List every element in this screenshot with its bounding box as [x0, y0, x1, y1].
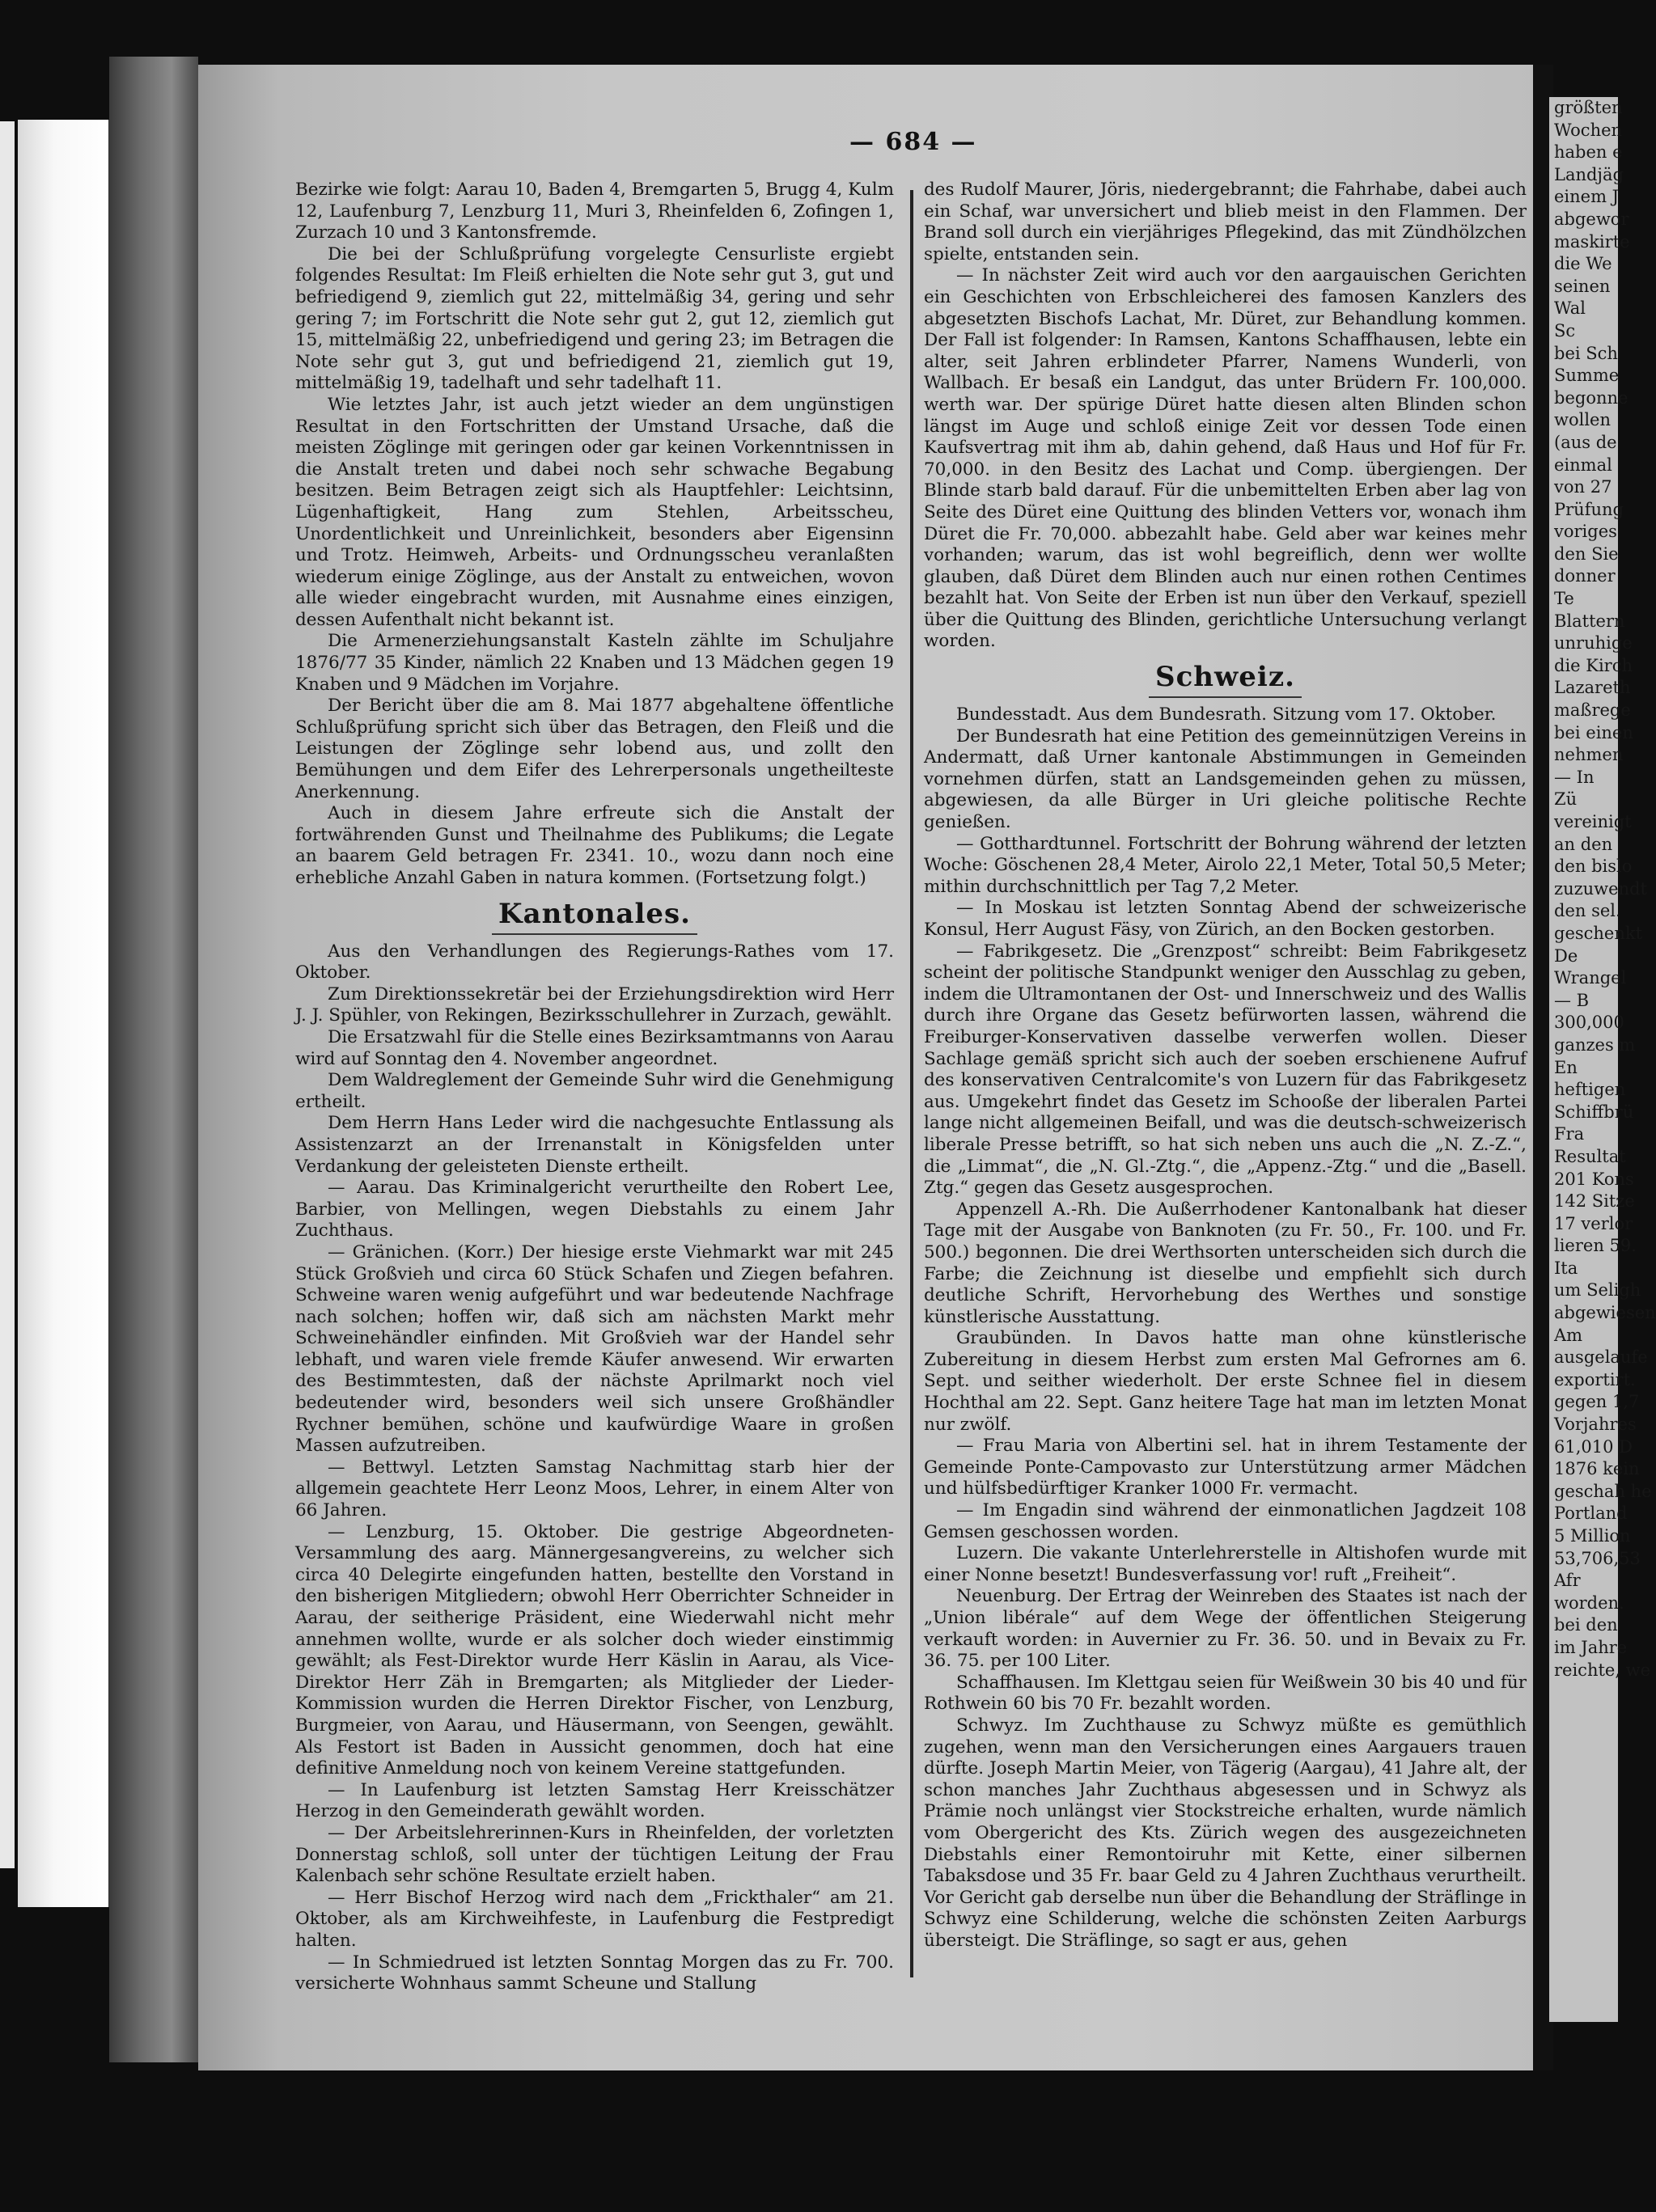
next-page-fragment: 142 Sitze [1554, 1191, 1635, 1212]
article-paragraph: Neuenburg. Der Ertrag der Weinreben des Staates ist nach der „Union libérale“ auf dem Wege der öffentlichen Steigerung verkauft worden: in Auvernier zu Fr. 36. 50. und in Bevaix zu Fr. 36. 75. per 100 Liter. [924, 1586, 1527, 1672]
next-page-fragment: Resultat [1554, 1146, 1626, 1166]
article-paragraph: — In Laufenburg ist letzten Samstag Herr Kreisschätzer Herzog in den Gemeinderath gewählt worden. [295, 1779, 894, 1822]
article-paragraph: — Frau Maria von Albertini sel. hat in ihrem Testamente der Gemeinde Ponte-Campovasto zur Unterstützung armer Mädchen und hülfsbedürftiger Kranker 1000 Fr. vermacht. [924, 1436, 1527, 1499]
article-paragraph: Graubünden. In Davos hatte man ohne künstlerische Zubereitung in diesem Herbst zum ersten Mal Gefrornes am 6. Sept. und seither wiederholt. Der erste Schnee fiel in diesem Hochthal am 22. Sept. Ganz heitere Tage hat man im letzten Monat nur zwölf. [924, 1328, 1527, 1435]
next-page-fragment: ausgelaufe [1554, 1347, 1648, 1368]
article-paragraph: — Gotthardtunnel. Fortschritt der Bohrung während der letzten Woche: Göschenen 28,4 Meter, Airolo 22,1 Meter, Total 50,5 Meter; mithin durchschnittlich per Tag 7,2 Meter. [924, 833, 1527, 897]
article-paragraph: — Aarau. Das Kriminalgericht verurtheilte den Robert Lee, Barbier, von Mellingen, wegen Diebstahls zu einem Jahr Zuchthaus. [295, 1178, 894, 1241]
next-page-fragment: donner [1554, 566, 1616, 586]
next-page-fragment: geschenkt [1554, 923, 1643, 943]
section-heading-schweiz [924, 661, 1527, 693]
next-page-fragment: reichte, we [1554, 1660, 1651, 1680]
next-page-fragment: lieren 59. [1554, 1236, 1637, 1256]
next-page-fragment: worden. [1554, 1592, 1624, 1613]
next-page-fragment: maskirte [1554, 231, 1630, 252]
article-paragraph: — Lenzburg, 15. Oktober. Die gestrige Abgeordneten-Versammlung des aarg. Männergesangvereins, zu welcher sich circa 40 Delegirte eingefunden hatten, bestellte den Vorstand in den bisherigen Mitgliedern; obwohl Herr Oberrichter Schneider in Aarau, der seitherige Präsident, eine Wiederwahl nicht mehr annehmen wollte, wurde er als solcher doch wieder einstimmig gewählt; als Fest-Direktor wurde Herr Käslin in Aarau, als Vice-Direktor Herr Zäh in Bremgarten; als Mitglieder der Lieder-Kommission wurden die Herren Direktor Fischer, von Lenzburg, Burgmeier, von Aarau, und Häusermann, von Seengen, gewählt. Als Festort ist Baden in Aussicht genommen, doch hat eine definitive Anmeldung noch von keinem Vereine stattgefunden. [295, 1521, 894, 1779]
article-paragraph: Dem Herrn Hans Leder wird die nachgesuchte Entlassung als Assistenzarzt an der Irrenanstalt in Königsfelden unter Verdankung der geleisteten Dienste ertheilt. [295, 1113, 894, 1177]
next-page-fragment: seinen [1554, 276, 1611, 296]
next-page-fragment: En [1554, 1057, 1578, 1077]
next-page-fragment: gegen 1,7 [1554, 1392, 1640, 1412]
section-heading-text: Schweiz. [1149, 661, 1302, 698]
article-paragraph: Bezirke wie folgt: Aarau 10, Baden 4, Bremgarten 5, Brugg 4, Kulm 12, Laufenburg 7, Lenzburg 11, Muri 3, Rheinfelden 6, Zofingen 1, Zurzach 10 und 3 Kantonsfremde. [295, 180, 894, 243]
article-paragraph: — Im Engadin sind während der einmonatlichen Jagdzeit 108 Gemsen geschossen worden. [924, 1500, 1527, 1542]
article-paragraph: — In nächster Zeit wird auch vor den aargauischen Gerichten ein Geschichten von Erbschleicherei des famosen Kanzlers des abgesetzten Bischofs Lachat, Mr. Düret, zur Behandlung kommen. Der Fall ist folgender: In Ramsen, Kantons Schaffhausen, lebte ein alter, seit Jahren erblindeter Pfarrer, Namens Wunderli, von Wallbach. Er besaß ein Landgut, das unter Brüdern Fr. 100,000. werth war. Der spürige Düret hatte diesen alten Blinden schon längst im Auge und schloß einige Zeit vor dessen Tode einen Kaufsvertrag mit ihm ab, dahin gehend, daß Haus und Hof für Fr. 70,000. in den Besitz des Lachat und Comp. übergiengen. Der Blinde starb bald darauf. Für die unbemittelten Erben aber lag von Seite des Düret eine Quittung des blinden Vetters vor, wonach ihm Düret die Fr. 70,000. abbezahlt habe. Geld aber war keines mehr vorhanden; warum, das ist wohl begreiflich, denn wer wollte glauben, daß Düret dem Blinden auch nur einen rothen Centimes bezahlt hat. Von Seite der Erben ist nun über den Verkauf, speziell über die Quittung des Blinden, gerichtliche Untersuchung verlangt worden. [924, 265, 1527, 652]
article-paragraph: Die Ersatzwahl für die Stelle eines Bezirksamtmanns von Aarau wird auf Sonntag den 4. November angeordnet. [295, 1026, 894, 1069]
article-paragraph: — Fabrikgesetz. Die „Grenzpost“ schreibt: Beim Fabrikgesetz scheint der politische Standpunkt weniger den Ausschlag zu geben, indem die Ultramontanen der Ost- und Innerschweiz und des Wallis durch ihre Organe das Gesetz befürworten lassen, während die Freiburger-Konservativen dasselbe verwerfen wollen. Dieser Sachlage gemäß spricht sich auch der soeben erschienene Aufruf des konservativen Centralcomite's von Luzern für das Fabrikgesetz aus. Umgekehrt findet das Gesetz im Schooße der liberalen Partei lange nicht allgemeinen Beifall, und was die deutsch-schweizerisch liberale Presse betrifft, so hat sich neben uns auch die „N. Z.-Z.“, die „Limmat“, die „N. Gl.-Ztg.“, die „Appenz.-Ztg.“ und die „Basell. Ztg.“ gegen das Gesetz ausgesprochen. [924, 941, 1527, 1199]
article-paragraph: Die bei der Schlußprüfung vorgelegte Censurliste ergiebt folgendes Resultat: Im Fleiß erhielten die Note sehr gut 3, gut und befriedigend 9, ziemlich gut 22, mittelmäßig 34, gering und sehr gering 7; im Fortschritt die Note sehr gut 2, gut 12, ziemlich gut 15, mittelmäßig 22, unbefriedigend und gering 23; im Betragen die Note sehr gut 3, gut und befriedigend 21, ziemlich gut 19, mittelmäßig 19, tadelhaft und sehr tadelhaft 11. [295, 243, 894, 394]
left-column [295, 180, 894, 1995]
article-paragraph: — Gränichen. (Korr.) Der hiesige erste Viehmarkt war mit 245 Stück Großvieh und circa 60 Stück Schafen und Ziegen befahren. Schweine waren wenig aufgeführt und war bedeutende Nachfrage nach solchen; hoffen wir, daß sich am nächsten Markt mehr Schweinehändler einfinden. Mit Großvieh war der Handel sehr lebhaft, und waren viele fremde Käufer anwesend. Wir erwarten des Bestimmtesten, daß der nächste Aprilmarkt noch viel bedeutender wird, besonders weil sich unsere Großhändler Rychner bemühen, schöne und kaufwürdige Waare in großen Massen aufzutreiben. [295, 1241, 894, 1457]
article-paragraph: Wie letztes Jahr, ist auch jetzt wieder an dem ungünstigen Resultat in den Fortschritten der Umstand Ursache, daß die meisten Zöglinge mit geringen oder gar keinen Vorkenntnissen in die Anstalt treten und dabei noch sehr schwache Begabung besitzen. Beim Betragen zeigt sich als Hauptfehler: Leichtsinn, Lügenhaftigkeit, Hang zum Stehlen, Arbeitsscheu, Unordentlichkeit und Unreinlichkeit, besonders aber Eigensinn und Trotz. Heimweh, Arbeits- und Ordnungsscheu veranlaßten wiederum einige Zöglinge, aus der Anstalt zu entweichen, wovon alle wieder eingebracht wurden, mit Ausnahme eines einzigen, dessen Aufenthalt nicht bekannt ist. [295, 394, 894, 630]
next-page-fragment: 201 Kons [1554, 1169, 1634, 1189]
next-page-fragment: (aus de [1554, 432, 1617, 452]
section-heading-text: Kantonales. [492, 898, 697, 935]
article-paragraph: — In Schmiedrued ist letzten Sonntag Morgen das zu Fr. 700. versicherte Wohnhaus sammt Scheune und Stallung [295, 1952, 894, 1994]
article-paragraph: — Der Arbeitslehrerinnen-Kurs in Rheinfelden, der vorletzten Donnerstag schloß, soll unter der tüchtigen Leitung der Frau Kalenbach sehr schöne Resultate erzielt haben. [295, 1822, 894, 1887]
next-page-fragment: Te [1554, 589, 1574, 609]
next-page-fragment: unruhige [1554, 633, 1633, 653]
next-page-fragment: — B [1554, 990, 1590, 1010]
next-page-fragment: zuzuwendt [1554, 878, 1647, 899]
next-page-fragment: den Sie [1554, 543, 1619, 564]
next-page-fragment: De [1554, 945, 1578, 966]
next-page-fragment: Blattern [1554, 611, 1625, 631]
next-page-fragment: den bislo [1554, 856, 1633, 877]
next-page-fragment: 17 verlor [1554, 1213, 1633, 1233]
next-page-fragment: nehmen [1554, 745, 1624, 765]
next-page-fragment: voriges [1554, 522, 1617, 542]
next-page-fragment: wollen [1554, 410, 1612, 430]
next-page-fragment: ganzes m [1554, 1034, 1636, 1055]
next-page-fragment: Sc [1554, 320, 1576, 340]
next-page-fragment: im Jahre [1554, 1637, 1628, 1657]
article-paragraph: Zum Direktionssekretär bei der Erziehungsdirektion wird Herr J. J. Spühler, von Rekingen, Bezirksschullehrer in Zurzach, gewählt. [295, 983, 894, 1026]
next-page-fragment: bei einen [1554, 722, 1633, 742]
next-page-fragment: Schiffbrü [1554, 1102, 1634, 1122]
next-page-fragment: bei Sch [1554, 343, 1618, 363]
next-page-fragment: Zü [1554, 789, 1578, 810]
next-page-fragment: Wrangel [1554, 968, 1627, 988]
next-page-fragment: Portland [1554, 1504, 1628, 1524]
article-paragraph: Schwyz. Im Zuchthause zu Schwyz müßte es gemüthlich zugehen, wenn man den Versicherungen eines Aargauers trauen dürfte. Joseph Martin Meier, von Tägerig (Aargau), 41 Jahre alt, der schon manches Jahr Zuchthaus abgesessen und in Schwyz als Prämie noch unlängst vier Stockstreiche erhalten, wurde nämlich vom Obergericht des Kts. Zürich wegen des ausgezeichneten Diebstahls einer Remontoiruhr mit Kette, einer silbernen Tabaksdose und 35 Fr. baar Geld zu 4 Jahren Zuchthaus verurtheilt. Vor Gericht gab derselbe nun über die Behandlung der Sträflinge in Schwyz eine Schilderung, welche die schönsten Zeiten Aarburgs übersteigt. Die Sträflinge, so sagt er aus, gehen [924, 1715, 1527, 1951]
next-page-fragment: 53,706,53 [1554, 1548, 1641, 1568]
next-page-fragment: einmal [1554, 455, 1612, 475]
next-page-fragment: Summe [1554, 366, 1620, 386]
article-paragraph: — In Moskau ist letzten Sonntag Abend der schweizerische Konsul, Herr August Fäsy, von Zürich, an den Bocken gestorben. [924, 898, 1527, 940]
article-paragraph: Die Armenerziehungsanstalt Kasteln zählte im Schuljahre 1876/77 35 Kinder, nämlich 22 Knaben und 13 Mädchen gegen 19 Knaben und 9 Mädchen im Vorjahre. [295, 631, 894, 695]
next-page-fragment: Am [1554, 1325, 1583, 1345]
next-page-fragment: Wochen [1554, 120, 1623, 140]
article-paragraph: Auch in diesem Jahre erfreute sich die Anstalt der fortwährenden Gunst und Theilnahme des Publikums; die Legate an baarem Geld betragen Fr. 2341. 10., wozu dann noch eine erhebliche Anzahl Gaben in natura kommen. (Fortsetzung folgt.) [295, 803, 894, 888]
next-page-fragment: geschah he [1554, 1481, 1652, 1501]
next-page-fragment: — In [1554, 767, 1595, 787]
article-paragraph: Appenzell A.-Rh. Die Außerrhodener Kantonalbank hat dieser Tage mit der Ausgabe von Banknoten (zu Fr. 50., Fr. 100. und Fr. 500.) begonnen. Die drei Werthsorten unterscheiden sich durch die Farbe; die Zeichnung ist dieselbe und empfiehlt sich durch deutliche Schrift, Hervorhebung des Werthes und sonstige künstlerische Ausstattung. [924, 1199, 1527, 1327]
next-page-fragment: heftigen [1554, 1080, 1626, 1100]
next-page-fragment: haben e [1554, 142, 1623, 163]
next-page-edge [1549, 97, 1656, 2022]
next-page-fragment: Ita [1554, 1258, 1578, 1278]
right-column [924, 180, 1527, 1952]
next-page-fragment: an den [1554, 834, 1613, 854]
next-page-fragment: abgewiesen [1554, 1303, 1656, 1323]
next-page-fragment: einem J [1554, 187, 1620, 207]
next-page-fragment: bei den [1554, 1615, 1618, 1635]
column-rule [910, 190, 913, 1977]
next-page-fragment: von 27 [1554, 477, 1612, 497]
next-page-fragment: maßrege [1554, 700, 1631, 721]
next-page-fragment: Landjäg [1554, 164, 1624, 184]
article-paragraph: Der Bericht über die am 8. Mai 1877 abgehaltene öffentliche Schlußprüfung spricht sich über das Betragen, den Fleiß und die Leistungen der Zöglinge sehr lobend aus, und zollt den Bemühungen und dem Eifer des Lehrerpersonals ungetheilteste Anerkennung. [295, 696, 894, 802]
page-number: — 684 — [849, 128, 977, 156]
article-paragraph: Luzern. Die vakante Unterlehrerstelle in Altishofen wurde mit einer Nonne besetzt! Bundesverfassung vor! ruft „Freiheit“. [924, 1543, 1527, 1585]
next-page-fragment: größten [1554, 98, 1623, 117]
article-paragraph: Der Bundesrath hat eine Petition des gemeinnützigen Vereins in Andermatt, daß Urner kantonale Abstimmungen in Gemeinden vornehmen dürfen, statt an Landsgemeinden gehen zu müssen, abgewiesen, da alle Bürger in Uri gleiche politische Rechte genießen. [924, 725, 1527, 833]
next-page-fragment: abgewor [1554, 209, 1629, 229]
article-paragraph: Aus den Verhandlungen des Regierungs-Rathes vom 17. Oktober. [295, 941, 894, 983]
next-page-fragment: 5 Million [1554, 1526, 1631, 1546]
paper-slip [18, 120, 110, 1907]
next-page-fragment: Vorjahres [1554, 1415, 1637, 1435]
article-paragraph: des Rudolf Maurer, Jöris, niedergebrannt; die Fahrhabe, dabei auch ein Schaf, war unversichert und blieb meist in den Flammen. Der Brand soll durch ein vierjähriges Pflegekind, das mit Zündhölzchen spielte, entstanden sein. [924, 180, 1527, 264]
next-page-fragment: begonne [1554, 387, 1628, 408]
next-page-fragment: 61,010 D [1554, 1436, 1633, 1457]
next-page-fragment: vereinigt [1554, 812, 1632, 831]
section-heading-kantonales [295, 898, 894, 930]
next-page-fragment: die Kirch [1554, 655, 1633, 675]
next-page-fragment: 1876 kein [1554, 1459, 1640, 1479]
next-page-fragment: Fra [1554, 1124, 1585, 1144]
next-page-fragment: Prüfung [1554, 499, 1624, 519]
next-page-fragment: die We [1554, 254, 1612, 274]
article-paragraph: Schaffhausen. Im Klettgau seien für Weißwein 30 bis 40 und für Rothwein 60 bis 70 Fr. bezahlt worden. [924, 1672, 1527, 1715]
next-page-fragment: 300,000 [1554, 1013, 1624, 1033]
article-paragraph: — Bettwyl. Letzten Samstag Nachmittag starb hier der allgemein geachtete Herr Leonz Moos, Lehrer, in einem Alter von 66 Jahren. [295, 1457, 894, 1521]
next-page-fragment: Lazareth [1554, 678, 1631, 698]
next-page-fragment: exportirt. [1554, 1369, 1636, 1389]
next-page-fragment: den sel. [1554, 901, 1621, 921]
next-page-fragment: um Seligh [1554, 1280, 1641, 1301]
article-paragraph: Bundesstadt. Aus dem Bundesrath. Sitzung vom 17. Oktober. [956, 704, 1497, 725]
next-page-fragment: Afr [1554, 1571, 1581, 1591]
scan-edge-strip [0, 121, 15, 1868]
article-paragraph: Dem Waldreglement der Gemeinde Suhr wird die Genehmigung ertheilt. [295, 1070, 894, 1112]
next-page-fragment: Wal [1554, 298, 1586, 319]
article-paragraph: — Herr Bischof Herzog wird nach dem „Frickthaler“ am 21. Oktober, als am Kirchweihfeste, in Laufenburg die Festpredigt halten. [295, 1887, 894, 1951]
book-spine [109, 57, 198, 2062]
